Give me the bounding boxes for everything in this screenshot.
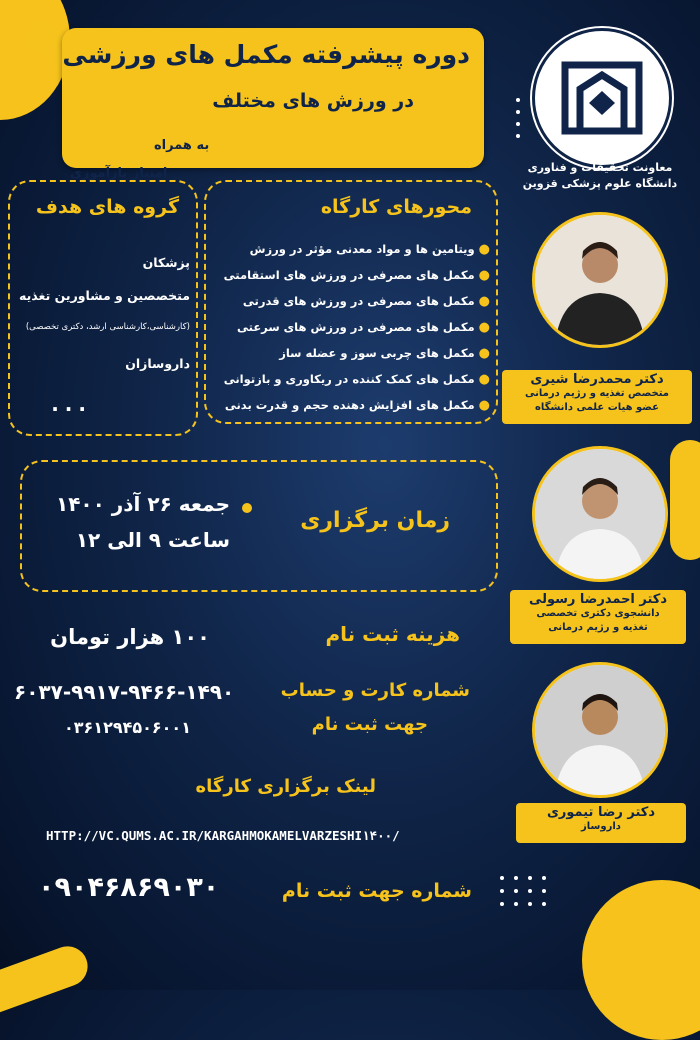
speaker-2-name: دکتر احمدرضا رسولی <box>528 592 668 607</box>
decor-dots-bottom <box>500 876 546 906</box>
bullet-dot-icon: ● <box>478 268 490 283</box>
bullet-dot-icon: ● <box>478 242 490 257</box>
topic-item <box>224 372 490 387</box>
topic-item <box>243 294 490 309</box>
speaker-3-name: دکتر رضا تیموری <box>546 805 656 820</box>
speaker-photo-icon <box>532 212 668 348</box>
topic-item-label: ویتامین ها و مواد معدنی مؤثر در ورزش <box>249 242 475 256</box>
topic-item <box>224 268 490 283</box>
workshop-link[interactable]: HTTP://VC.QUMS.AC.IR/KARGAHMOKAMELVARZESHI۱۴۰۰/ <box>46 828 400 843</box>
speaker-2-title: دانشجوی دکتری تخصصی <box>536 608 660 619</box>
bonus-line1: به همراه <box>154 138 210 153</box>
bullet-dot-icon: ● <box>478 346 490 361</box>
topic-item-label: مکمل های چربی سوز و عضله ساز <box>279 346 475 360</box>
title-banner <box>62 28 484 181</box>
speaker-photo-icon <box>532 662 668 798</box>
speaker-1-name: دکتر محمدرضا شیری <box>530 372 664 387</box>
schedule-time: ساعت ۹ الی ۱۲ <box>75 528 230 552</box>
topic-item-label: مکمل های مصرفی در ورزش های قدرتی <box>242 294 475 308</box>
target-group-more: ... <box>51 392 92 416</box>
speaker-3-title: داروساز <box>581 821 621 832</box>
card-number: ۶۰۳۷-۹۹۱۷-۹۴۶۶-۱۴۹۰ <box>14 680 235 704</box>
speaker-photo-icon <box>532 446 668 582</box>
fee-amount: ۱۰۰ هزار تومان <box>50 625 210 649</box>
account-number: ۰۳۶۱۲۹۴۵۰۶۰۰۱ <box>64 718 191 737</box>
target-group-pharmacists: داروسازان <box>125 356 190 371</box>
topics-title: محورهای کارگاه <box>320 196 472 218</box>
organizer-line1: معاونت تحقیقات و فناوری <box>527 161 673 174</box>
course-subtitle: در ورزش های مختلف <box>212 90 414 112</box>
topic-item <box>279 346 490 361</box>
target-group-nutritionists: متخصصین و مشاورین تغذیه <box>19 288 190 303</box>
account-label: شماره کارت و حساب <box>280 680 470 701</box>
bullet-dot-icon: ● <box>478 294 490 309</box>
bullet-dot-icon: ● <box>478 320 490 335</box>
target-group-note: (کارشناسی،کارشناسی ارشد، دکتری تخصصی) <box>25 322 190 332</box>
speaker-1-affiliation: عضو هیات علمی دانشگاه <box>535 402 659 413</box>
decor-yellow-blob-bottom-right <box>582 880 700 1040</box>
target-group-physicians: پزشکان <box>142 255 190 270</box>
contact-phone[interactable]: ۰۹۰۴۶۸۶۹۰۳۰ <box>38 872 220 903</box>
contact-label: شماره جهت ثبت نام <box>281 880 472 902</box>
schedule-label: زمان برگزاری <box>300 508 450 533</box>
topic-item <box>237 320 490 335</box>
bullet-dot-icon: ● <box>478 372 490 387</box>
link-label: لینک برگزاری کارگاه <box>195 776 376 797</box>
decor-dots-top <box>516 98 520 138</box>
decor-yellow-bar-bottom-left <box>0 941 93 1020</box>
topic-item-label: مکمل های مصرفی در ورزش های سرعتی <box>236 320 475 334</box>
speaker-1-title: متخصص تغذیه و رژیم درمانی <box>525 388 669 399</box>
topic-item-label: مکمل های کمک کننده در ریکاوری و بازتوانی <box>223 372 475 386</box>
speaker-2-affiliation: تغذیه و رژیم درمانی <box>548 622 648 633</box>
organizer-info <box>500 160 700 192</box>
topic-item-label: مکمل های مصرفی در ورزش های استقامتی <box>223 268 475 282</box>
organizer-line2: دانشگاه علوم پزشکی قزوین <box>522 177 678 190</box>
course-title: دوره پیشرفته مکمل های ورزشی <box>62 40 470 69</box>
speaker-card-2 <box>510 590 686 644</box>
schedule-date: جمعه ۲۶ آذر ۱۴۰۰ <box>55 492 230 516</box>
decor-yellow-bar-right <box>670 440 700 560</box>
account-label-2: جهت ثبت نام <box>311 714 428 735</box>
target-groups-title: گروه های هدف <box>35 196 179 218</box>
university-logo-icon <box>532 28 672 168</box>
topic-item <box>250 242 490 257</box>
topic-item <box>225 398 490 413</box>
fee-label: هزینه ثبت نام <box>325 622 460 646</box>
bullet-dot-icon: ● <box>478 398 490 413</box>
topic-item-label: مکمل های افزایش دهنده حجم و قدرت بدنی <box>224 398 475 412</box>
bonus-line2: امتیاز بازآموزی <box>70 166 168 181</box>
speaker-card-1 <box>502 370 692 424</box>
speaker-card-3 <box>516 803 686 843</box>
bullet-dot-icon <box>242 503 252 513</box>
target-groups-box <box>8 180 198 436</box>
